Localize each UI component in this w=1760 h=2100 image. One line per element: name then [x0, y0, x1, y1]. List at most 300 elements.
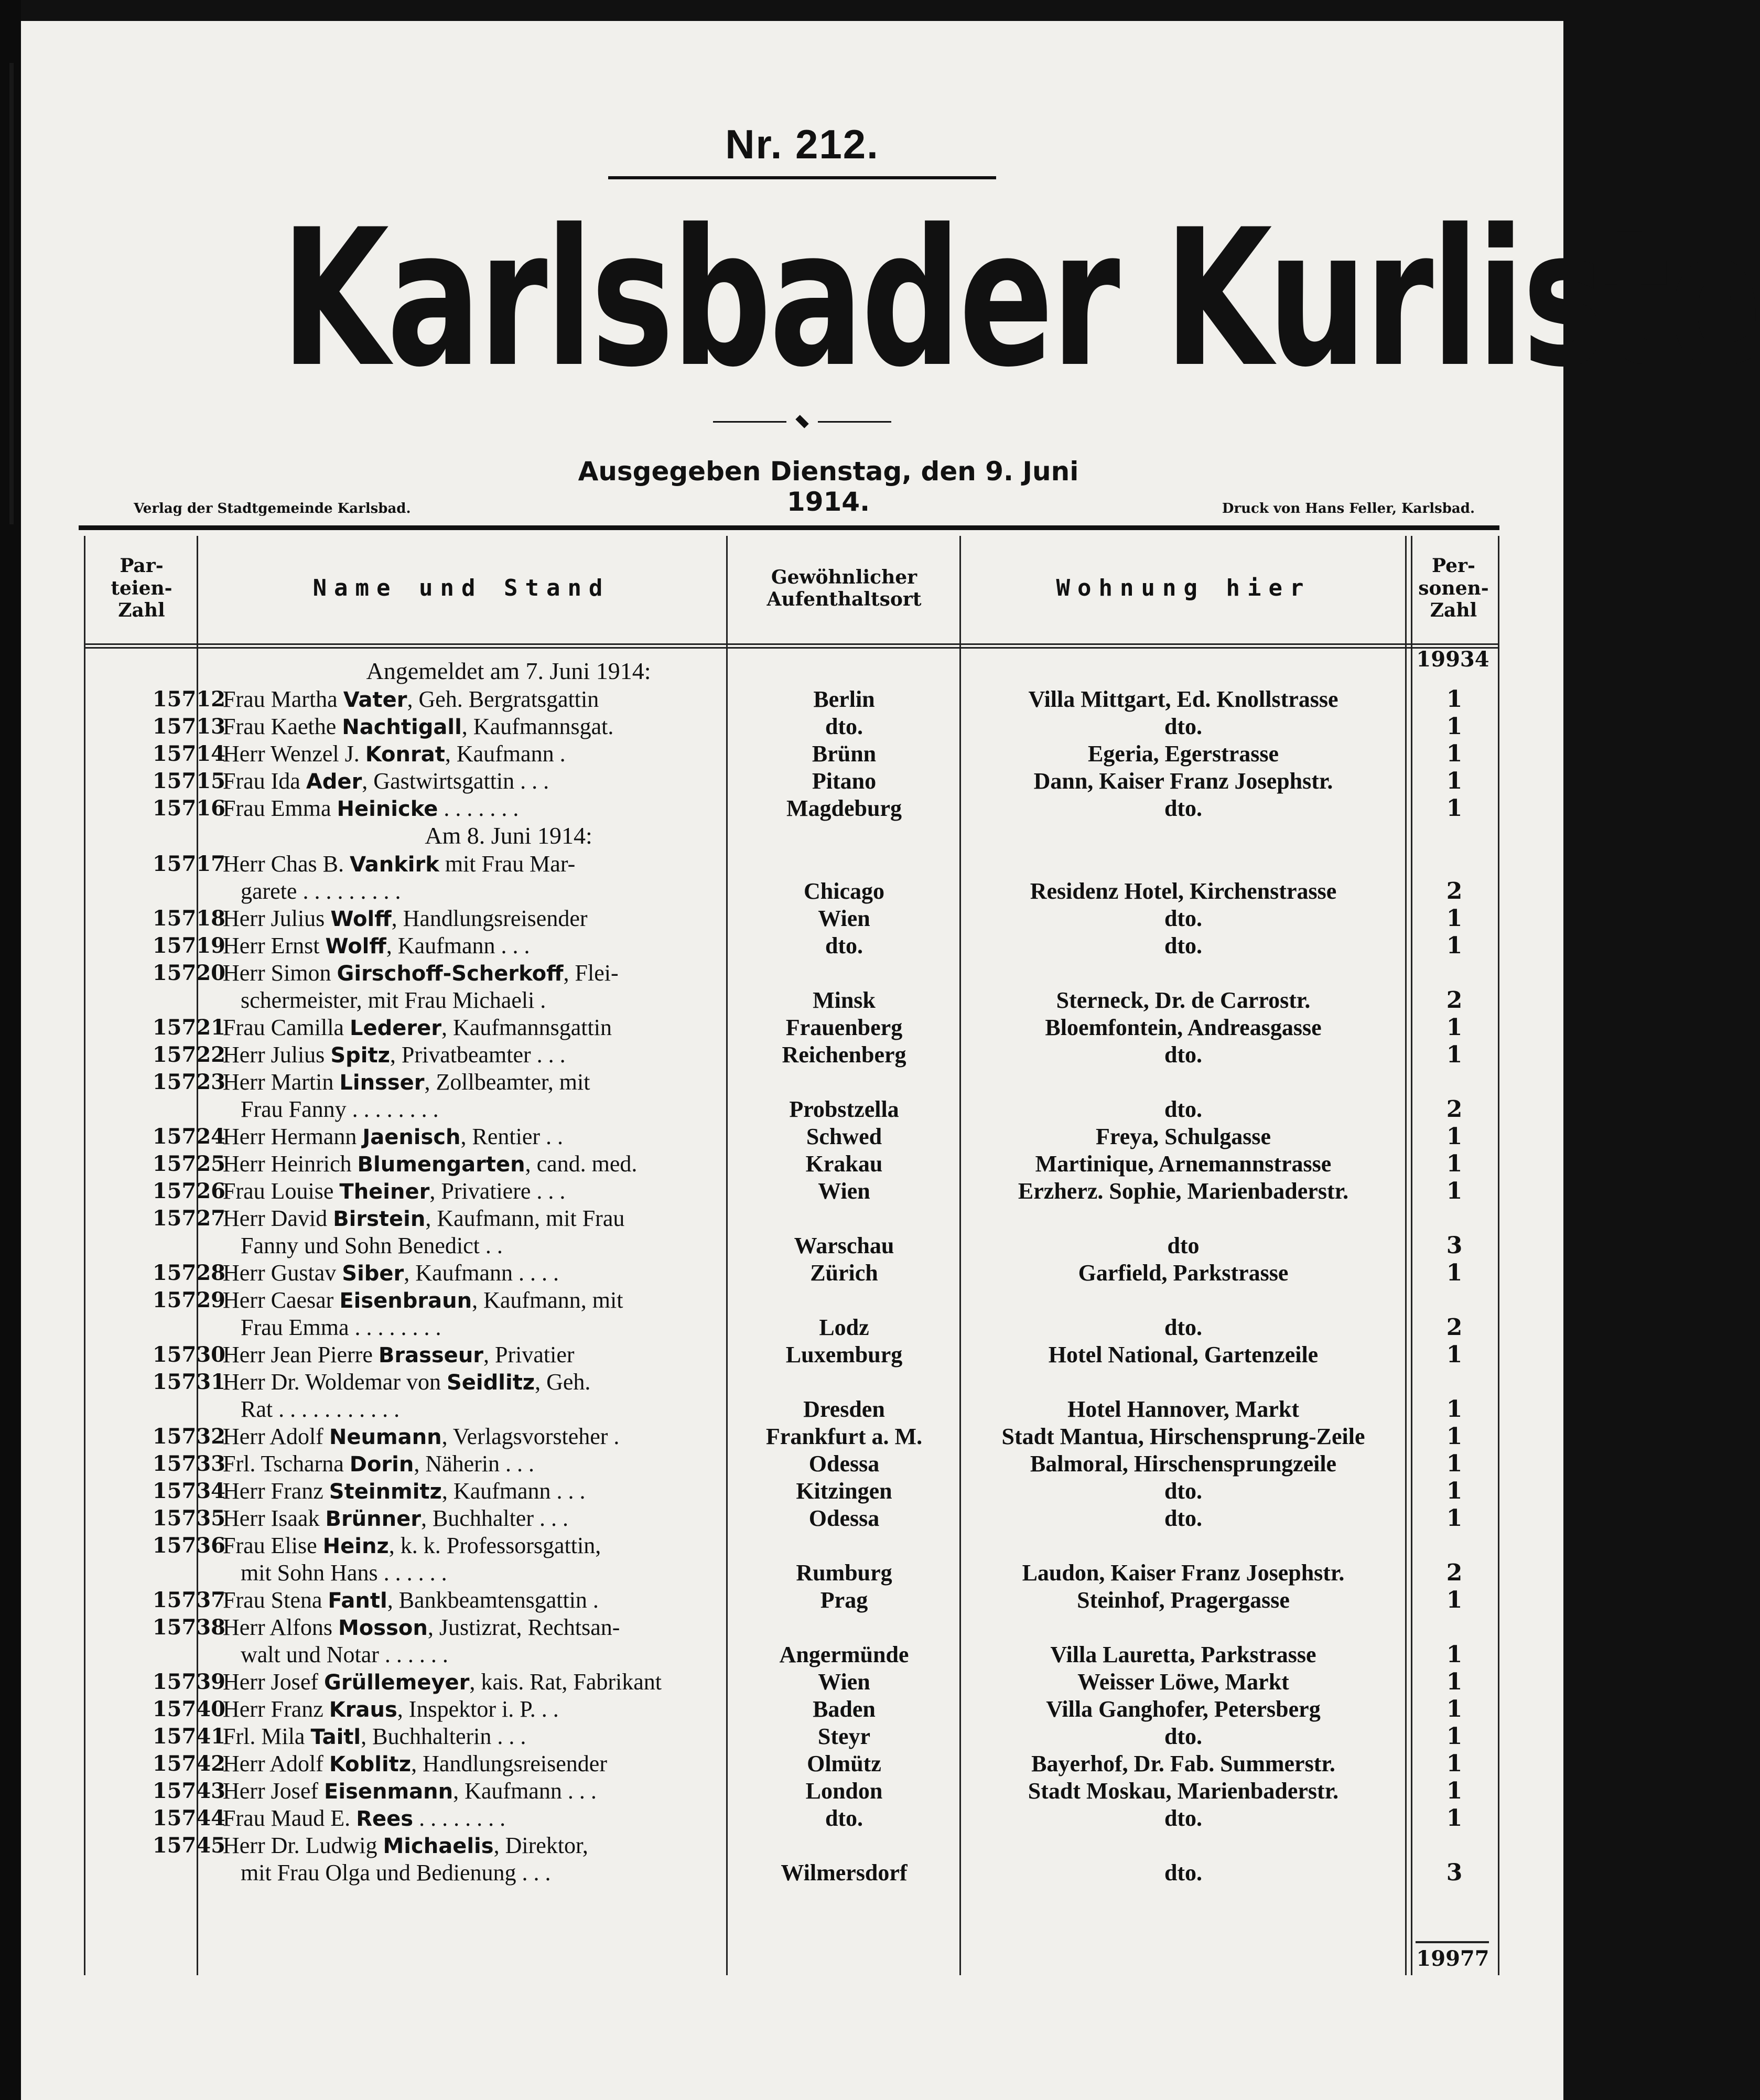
guest-surname: Koblitz [329, 1752, 412, 1776]
header-rule [79, 525, 1499, 530]
guest-surname: Blumengarten [357, 1153, 525, 1177]
person-count: 1 [1446, 713, 1463, 740]
person-count: 1 [1446, 1805, 1463, 1832]
entry-line [223, 1778, 805, 1805]
home-town: Wien [818, 1669, 870, 1695]
home-town: Wilmersdorf [781, 1860, 908, 1886]
home-town: dto. [825, 1805, 863, 1831]
entry-text: , k. k. Professorsgattin, [388, 1533, 601, 1558]
entry-text: , Buchhalterin . . . [361, 1724, 526, 1749]
home-town: Prag [820, 1587, 868, 1613]
table-row [84, 1150, 1499, 1178]
entry-text: mit Sohn Hans . . . . . . [241, 1560, 447, 1586]
home-town: Zürich [810, 1260, 878, 1286]
entry-text: Herr Josef [223, 1669, 325, 1695]
person-count: 1 [1446, 1478, 1463, 1504]
guest-surname: Eisenmann [324, 1780, 454, 1804]
guest-surname: Linsser [339, 1071, 425, 1095]
entry-text: walt und Notar . . . . . . [241, 1642, 448, 1667]
person-count: 1 [1446, 1723, 1463, 1750]
party-number: 15728 [152, 1261, 225, 1285]
home-town: Steyr [817, 1724, 871, 1749]
entry-line [223, 1150, 805, 1178]
entry-line [223, 740, 805, 768]
guest-surname: Heinz [322, 1534, 389, 1558]
entry-text: , Handlungsreisender [391, 906, 588, 931]
person-count: 1 [1446, 740, 1463, 767]
entry-text: , Privatbeamter . . . [390, 1042, 566, 1068]
party-number: 15725 [152, 1151, 225, 1176]
table-row [84, 1423, 1499, 1450]
person-count: 2 [1446, 1559, 1463, 1586]
entry-line [223, 1259, 805, 1287]
home-town: Magdeburg [786, 795, 902, 821]
table-row [84, 1341, 1499, 1369]
entry-text: Herr Julius [223, 906, 331, 931]
party-number: 15713 [152, 714, 225, 739]
entry-text: Herr Alfons [223, 1614, 338, 1640]
person-count: 1 [1446, 1423, 1463, 1450]
guest-surname: Eisenbraun [339, 1289, 472, 1313]
party-number: 15743 [152, 1779, 225, 1803]
lodging-address: Stadt Moskau, Marienbaderstr. [1028, 1778, 1339, 1804]
masthead-title: Karlsbader Kurliste [280, 189, 1760, 408]
person-count: 1 [1446, 1696, 1463, 1722]
section-heading: Angemeldet am 7. Juni 1914: [366, 658, 651, 684]
masthead-ornament [713, 419, 891, 424]
home-town: Schwed [806, 1124, 882, 1149]
lodging-address: dto. [1164, 1860, 1203, 1886]
lodging-address: Hotel Hannover, Markt [1067, 1396, 1299, 1422]
entry-text: Herr Caesar [223, 1287, 340, 1313]
entry-text: Frl. Tscharna [223, 1451, 350, 1477]
guest-surname: Vankirk [349, 853, 439, 877]
guest-surname: Mosson [338, 1616, 428, 1640]
entry-line [223, 1532, 805, 1560]
entry-line [223, 932, 805, 960]
entry-text: , Justizrat, Rechtsan- [427, 1614, 620, 1640]
party-number: 15716 [152, 796, 225, 821]
home-town: Frankfurt a. M. [765, 1424, 923, 1449]
entry-text: , Kaufmann, mit [472, 1287, 623, 1313]
header-persons: Per- sonen- Zahl [1418, 555, 1489, 622]
entry-text: , cand. med. [525, 1151, 638, 1177]
home-town: Lodz [819, 1315, 869, 1340]
lodging-address: dto. [1164, 1042, 1203, 1068]
person-count: 1 [1446, 1123, 1463, 1150]
guest-surname: Heinicke [337, 797, 438, 821]
lodging-address: Villa Ganghofer, Petersberg [1046, 1696, 1321, 1722]
entry-text: Frau Elise [223, 1533, 323, 1558]
person-count: 1 [1446, 1450, 1463, 1477]
person-count: 1 [1446, 1668, 1463, 1695]
entry-text: Herr Simon [223, 960, 337, 986]
entry-text: Herr Franz [223, 1478, 329, 1504]
lodging-address: dto. [1164, 714, 1203, 739]
person-count: 1 [1446, 1641, 1463, 1668]
lodging-address: Balmoral, Hirschensprungzeile [1030, 1451, 1337, 1477]
printer-line: Druck von Hans Feller, Karlsbad. [1222, 501, 1475, 516]
entry-line [223, 1287, 805, 1315]
party-number: 15742 [152, 1751, 225, 1776]
party-number: 15741 [152, 1724, 225, 1749]
guest-surname: Kraus [329, 1698, 397, 1722]
entry-line [223, 905, 805, 933]
entry-text: , Verlagsvorsteher . [441, 1424, 620, 1449]
lodging-address: dto. [1164, 1478, 1203, 1504]
table-row [84, 960, 1499, 1014]
table-row [84, 1805, 1499, 1832]
table-row [84, 713, 1499, 740]
entry-text: , Kaufmann . . . [386, 933, 530, 959]
lodging-address: Laudon, Kaiser Franz Josephstr. [1022, 1560, 1345, 1586]
table-row [84, 768, 1499, 795]
table-row [84, 1014, 1499, 1041]
home-town: Frauenberg [785, 1015, 903, 1040]
entry-text: Herr Dr. Ludwig [223, 1833, 383, 1858]
guest-surname: Rees [356, 1807, 414, 1831]
party-number: 15738 [152, 1615, 225, 1640]
guest-surname: Wolff [325, 934, 386, 959]
home-town: Baden [813, 1696, 876, 1722]
entry-line [223, 1696, 805, 1724]
entry-text: Herr Josef [223, 1778, 325, 1804]
party-number: 15731 [152, 1370, 225, 1394]
party-number: 15726 [152, 1179, 225, 1203]
party-number: 15740 [152, 1697, 225, 1721]
guest-surname: Taitl [310, 1725, 361, 1749]
entry-line [223, 1041, 805, 1069]
table-row [84, 850, 1499, 905]
home-town: Dresden [803, 1396, 885, 1422]
final-total: 19977 [1416, 1946, 1489, 1971]
entry-text: mit Frau Olga und Bedienung . . . [241, 1860, 551, 1886]
entry-text: , Kaufmann . . . [453, 1778, 597, 1804]
entry-line [223, 1205, 805, 1233]
entry-text: , Kaufmann . . . . [404, 1260, 559, 1286]
guest-surname: Neumann [329, 1425, 442, 1449]
entry-text: . . . . . . . . [413, 1805, 506, 1831]
guest-surname: Ader [306, 770, 362, 794]
entry-text: Frau Camilla [223, 1015, 350, 1040]
entry-text: Herr Franz [223, 1696, 329, 1722]
party-number: 15712 [152, 687, 225, 712]
entry-line [223, 1614, 805, 1642]
lodging-address: Hotel National, Gartenzeile [1048, 1342, 1319, 1367]
lodging-address: dto. [1164, 906, 1203, 931]
guest-surname: Spitz [330, 1043, 390, 1068]
entry-line [223, 1341, 805, 1369]
entry-text: , Näherin . . . [414, 1451, 535, 1477]
person-count: 2 [1446, 987, 1463, 1014]
table-row [84, 1259, 1499, 1287]
entry-text: Frau Martha [223, 686, 343, 712]
guest-surname: Fantl [328, 1589, 387, 1613]
party-number: 15733 [152, 1451, 225, 1476]
home-town: Probstzella [789, 1096, 899, 1122]
entry-text: Fanny und Sohn Benedict . . [241, 1233, 503, 1258]
table-row [84, 932, 1499, 960]
guest-surname: Siber [342, 1262, 404, 1286]
guest-surname: Brünner [325, 1507, 421, 1531]
home-town: Odessa [808, 1451, 880, 1477]
entry-line [223, 1832, 805, 1860]
carried-total: 19934 [1416, 647, 1489, 672]
issue-date: Ausgegeben Dienstag, den 9. Juni 1914. [578, 456, 1079, 517]
party-number: 15715 [152, 769, 225, 793]
lodging-address: Erzherz. Sophie, Marienbaderstr. [1018, 1178, 1349, 1204]
party-number: 15720 [152, 961, 225, 985]
home-town: Chicago [804, 878, 884, 904]
entry-text: , Kaufmann, mit Frau [425, 1205, 625, 1231]
page-fold [9, 63, 14, 524]
entry-text: , Geh. Bergratsgattin [407, 686, 599, 712]
entry-text: , Privatier [483, 1342, 575, 1367]
guest-surname: Michaelis [383, 1834, 494, 1858]
lodging-address: Villa Mittgart, Ed. Knollstrasse [1028, 686, 1338, 712]
table-row [84, 1287, 1499, 1341]
lodging-address: dto. [1164, 1724, 1203, 1749]
entry-text: , Gastwirtsgattin . . . [362, 768, 549, 794]
table-row [84, 1478, 1499, 1505]
entry-text: , Bankbeamtensgattin . [387, 1587, 599, 1613]
home-town: Wien [818, 906, 870, 931]
table-row [84, 1532, 1499, 1587]
issue-number: Nr. 212. [725, 121, 879, 167]
guest-surname: Konrat [365, 742, 445, 767]
lodging-address: dto. [1164, 795, 1203, 821]
entry-text: Herr David [223, 1205, 333, 1231]
entry-text: , Kaufmannsgattin [441, 1015, 612, 1040]
entry-text: , Rentier . . [460, 1124, 564, 1149]
entry-text: Herr Isaak [223, 1505, 326, 1531]
lodging-address: dto. [1164, 1805, 1203, 1831]
guest-surname: Steinmitz [329, 1480, 442, 1504]
party-number: 15745 [152, 1833, 225, 1858]
home-town: Rumburg [796, 1560, 892, 1586]
issue-rule [608, 176, 996, 179]
entry-text: , Kaufmannsgat. [461, 714, 614, 739]
table-row [84, 1614, 1499, 1668]
person-count: 1 [1446, 1014, 1463, 1041]
entry-text: , Geh. [535, 1369, 591, 1395]
lodging-address: Bloemfontein, Andreasgasse [1045, 1015, 1322, 1040]
person-count: 1 [1446, 905, 1463, 932]
guest-surname: Nachtigall [342, 715, 462, 739]
entry-text: Herr Heinrich [223, 1151, 358, 1177]
person-count: 3 [1446, 1859, 1463, 1886]
table-row [84, 1778, 1499, 1805]
lodging-address: Sterneck, Dr. de Carrostr. [1056, 987, 1311, 1013]
header-bottom-rule [84, 643, 1499, 649]
entry-text: Herr Dr. Woldemar von [223, 1369, 447, 1395]
home-town: dto. [825, 933, 863, 959]
party-number: 15723 [152, 1070, 225, 1094]
table-row [84, 740, 1499, 768]
party-number: 15724 [152, 1124, 225, 1149]
guest-surname: Dorin [349, 1452, 414, 1477]
entry-text: , Kaufmann . . . [441, 1478, 586, 1504]
person-count: 2 [1446, 1314, 1463, 1341]
section-heading: Am 8. Juni 1914: [425, 822, 592, 849]
entry-line [223, 1478, 805, 1505]
home-town: Odessa [808, 1505, 880, 1531]
table-row [84, 1369, 1499, 1423]
person-count: 1 [1446, 1341, 1463, 1368]
entry-line [223, 1450, 805, 1478]
entry-text: Frau Kaethe [223, 714, 342, 739]
party-number: 15730 [152, 1342, 225, 1367]
guest-surname: Brasseur [378, 1343, 484, 1367]
entry-line [223, 1123, 805, 1151]
entry-line [223, 768, 805, 795]
party-number: 15721 [152, 1015, 225, 1040]
entry-text: , Direktor, [493, 1833, 588, 1858]
home-town: Pitano [812, 768, 877, 794]
entry-line [223, 1178, 805, 1205]
entry-text: Frau Stena [223, 1587, 328, 1613]
table-row [84, 1696, 1499, 1723]
table-row [84, 686, 1499, 713]
entry-text: Frau Emma [223, 795, 337, 821]
lodging-address: dto. [1164, 933, 1203, 959]
entry-text: Herr Julius [223, 1042, 331, 1068]
entry-text: Frau Louise [223, 1178, 340, 1204]
entry-line [223, 1505, 805, 1533]
home-town: Brünn [812, 741, 877, 767]
entry-text: Frau Fanny . . . . . . . . [241, 1096, 439, 1122]
home-town: dto. [825, 714, 863, 739]
table-row [84, 1832, 1499, 1887]
entry-line [223, 1423, 805, 1451]
party-number: 15744 [152, 1806, 225, 1830]
guest-surname: Vater [343, 688, 407, 712]
header-lodging: Wohnung hier [1056, 575, 1311, 602]
entry-text: mit Frau Mar- [439, 851, 576, 877]
home-town: Luxemburg [785, 1342, 903, 1367]
person-count: 1 [1446, 686, 1463, 713]
table-row [84, 1041, 1499, 1069]
header-name: Name und Stand [312, 575, 610, 602]
guest-list-table [84, 536, 1499, 1975]
person-count: 1 [1446, 1259, 1463, 1286]
entry-text: Frau Ida [223, 768, 306, 794]
table-row [84, 1205, 1499, 1259]
lodging-address: Bayerhof, Dr. Fab. Summerstr. [1031, 1751, 1335, 1776]
party-number: 15717 [152, 852, 225, 876]
table-row [84, 1178, 1499, 1205]
guest-surname: Jaenisch [362, 1125, 461, 1149]
guest-surname: Seidlitz [446, 1371, 535, 1395]
entry-text: , Handlungsreisender [411, 1751, 607, 1776]
entry-text: Herr Adolf [223, 1751, 329, 1776]
table-row [84, 1750, 1499, 1778]
lodging-address: Freya, Schulgasse [1095, 1124, 1271, 1149]
home-town: Warschau [794, 1233, 894, 1258]
lodging-address: Dann, Kaiser Franz Josephstr. [1033, 768, 1333, 794]
entry-text: , Privatiere . . . [429, 1178, 566, 1204]
entry-text: garete . . . . . . . . . [241, 878, 401, 904]
person-count: 1 [1446, 1750, 1463, 1777]
person-count: 2 [1446, 1096, 1463, 1123]
entry-text: schermeister, mit Frau Michaeli . [241, 987, 546, 1013]
person-count: 1 [1446, 768, 1463, 794]
entry-text: Herr Ernst [223, 933, 326, 959]
entry-line [223, 850, 805, 878]
entry-line [223, 1369, 805, 1396]
party-number: 15735 [152, 1506, 225, 1531]
person-count: 1 [1446, 1178, 1463, 1204]
lodging-address: dto [1167, 1233, 1200, 1258]
table-row [84, 795, 1499, 822]
home-town: Minsk [813, 987, 876, 1013]
party-number: 15718 [152, 906, 225, 931]
entry-line [223, 713, 805, 741]
person-count: 3 [1446, 1232, 1463, 1259]
entry-text: Herr Hermann [223, 1124, 363, 1149]
party-number: 15719 [152, 933, 225, 958]
entry-text: Herr Martin [223, 1069, 340, 1095]
entry-text: , kais. Rat, Fabrikant [469, 1669, 662, 1695]
lodging-address: Garfield, Parkstrasse [1078, 1260, 1289, 1286]
entry-line [223, 1723, 805, 1751]
guest-surname: Lederer [349, 1016, 441, 1040]
total-rule [1416, 1941, 1489, 1943]
entry-text: , Inspektor i. P. . . [397, 1696, 559, 1722]
home-town: Olmütz [807, 1751, 881, 1776]
person-count: 1 [1446, 1396, 1463, 1423]
lodging-address: Martinique, Arnemannstrasse [1035, 1151, 1332, 1177]
entry-text: Herr Jean Pierre [223, 1342, 379, 1367]
entry-text: Herr Gustav [223, 1260, 342, 1286]
entry-line [223, 686, 805, 714]
lodging-address: dto. [1164, 1315, 1203, 1340]
entry-text: , Zollbeamter, mit [424, 1069, 590, 1095]
entry-text: Rat . . . . . . . . . . . [241, 1396, 400, 1422]
entry-text: Frau Maud E. [223, 1805, 357, 1831]
entry-text: Herr Chas B. [223, 851, 350, 877]
table-row [84, 1450, 1499, 1478]
guest-surname: Birstein [333, 1207, 426, 1231]
entry-line [223, 1668, 805, 1696]
lodging-address: dto. [1164, 1096, 1203, 1122]
party-number: 15727 [152, 1206, 225, 1231]
lodging-address: Weisser Löwe, Markt [1077, 1669, 1289, 1695]
table-row [84, 905, 1499, 932]
guest-surname: Girschoff-Scherkoff [337, 962, 564, 986]
table-row [84, 1587, 1499, 1614]
guest-surname: Grüllemeyer [324, 1671, 470, 1695]
lodging-address: Residenz Hotel, Kirchenstrasse [1030, 878, 1337, 904]
lodging-address: Steinhof, Pragergasse [1077, 1587, 1290, 1613]
table-row [84, 1123, 1499, 1150]
entry-line [223, 1805, 805, 1833]
guest-surname: Theiner [339, 1180, 430, 1204]
entry-text: Herr Wenzel J. [223, 741, 365, 767]
person-count: 1 [1446, 1778, 1463, 1804]
home-town: London [805, 1778, 883, 1804]
header-residence: Gewöhnlicher Aufenthaltsort [766, 566, 922, 610]
table-row [84, 1668, 1499, 1696]
party-number: 15739 [152, 1670, 225, 1694]
entry-line [223, 1014, 805, 1042]
home-town: Reichenberg [782, 1042, 906, 1068]
entry-text: Frau Emma . . . . . . . . [241, 1315, 441, 1340]
entry-line [223, 1069, 805, 1096]
entry-line [223, 1750, 805, 1778]
table-row [84, 1069, 1499, 1123]
home-town: Wien [818, 1178, 870, 1204]
